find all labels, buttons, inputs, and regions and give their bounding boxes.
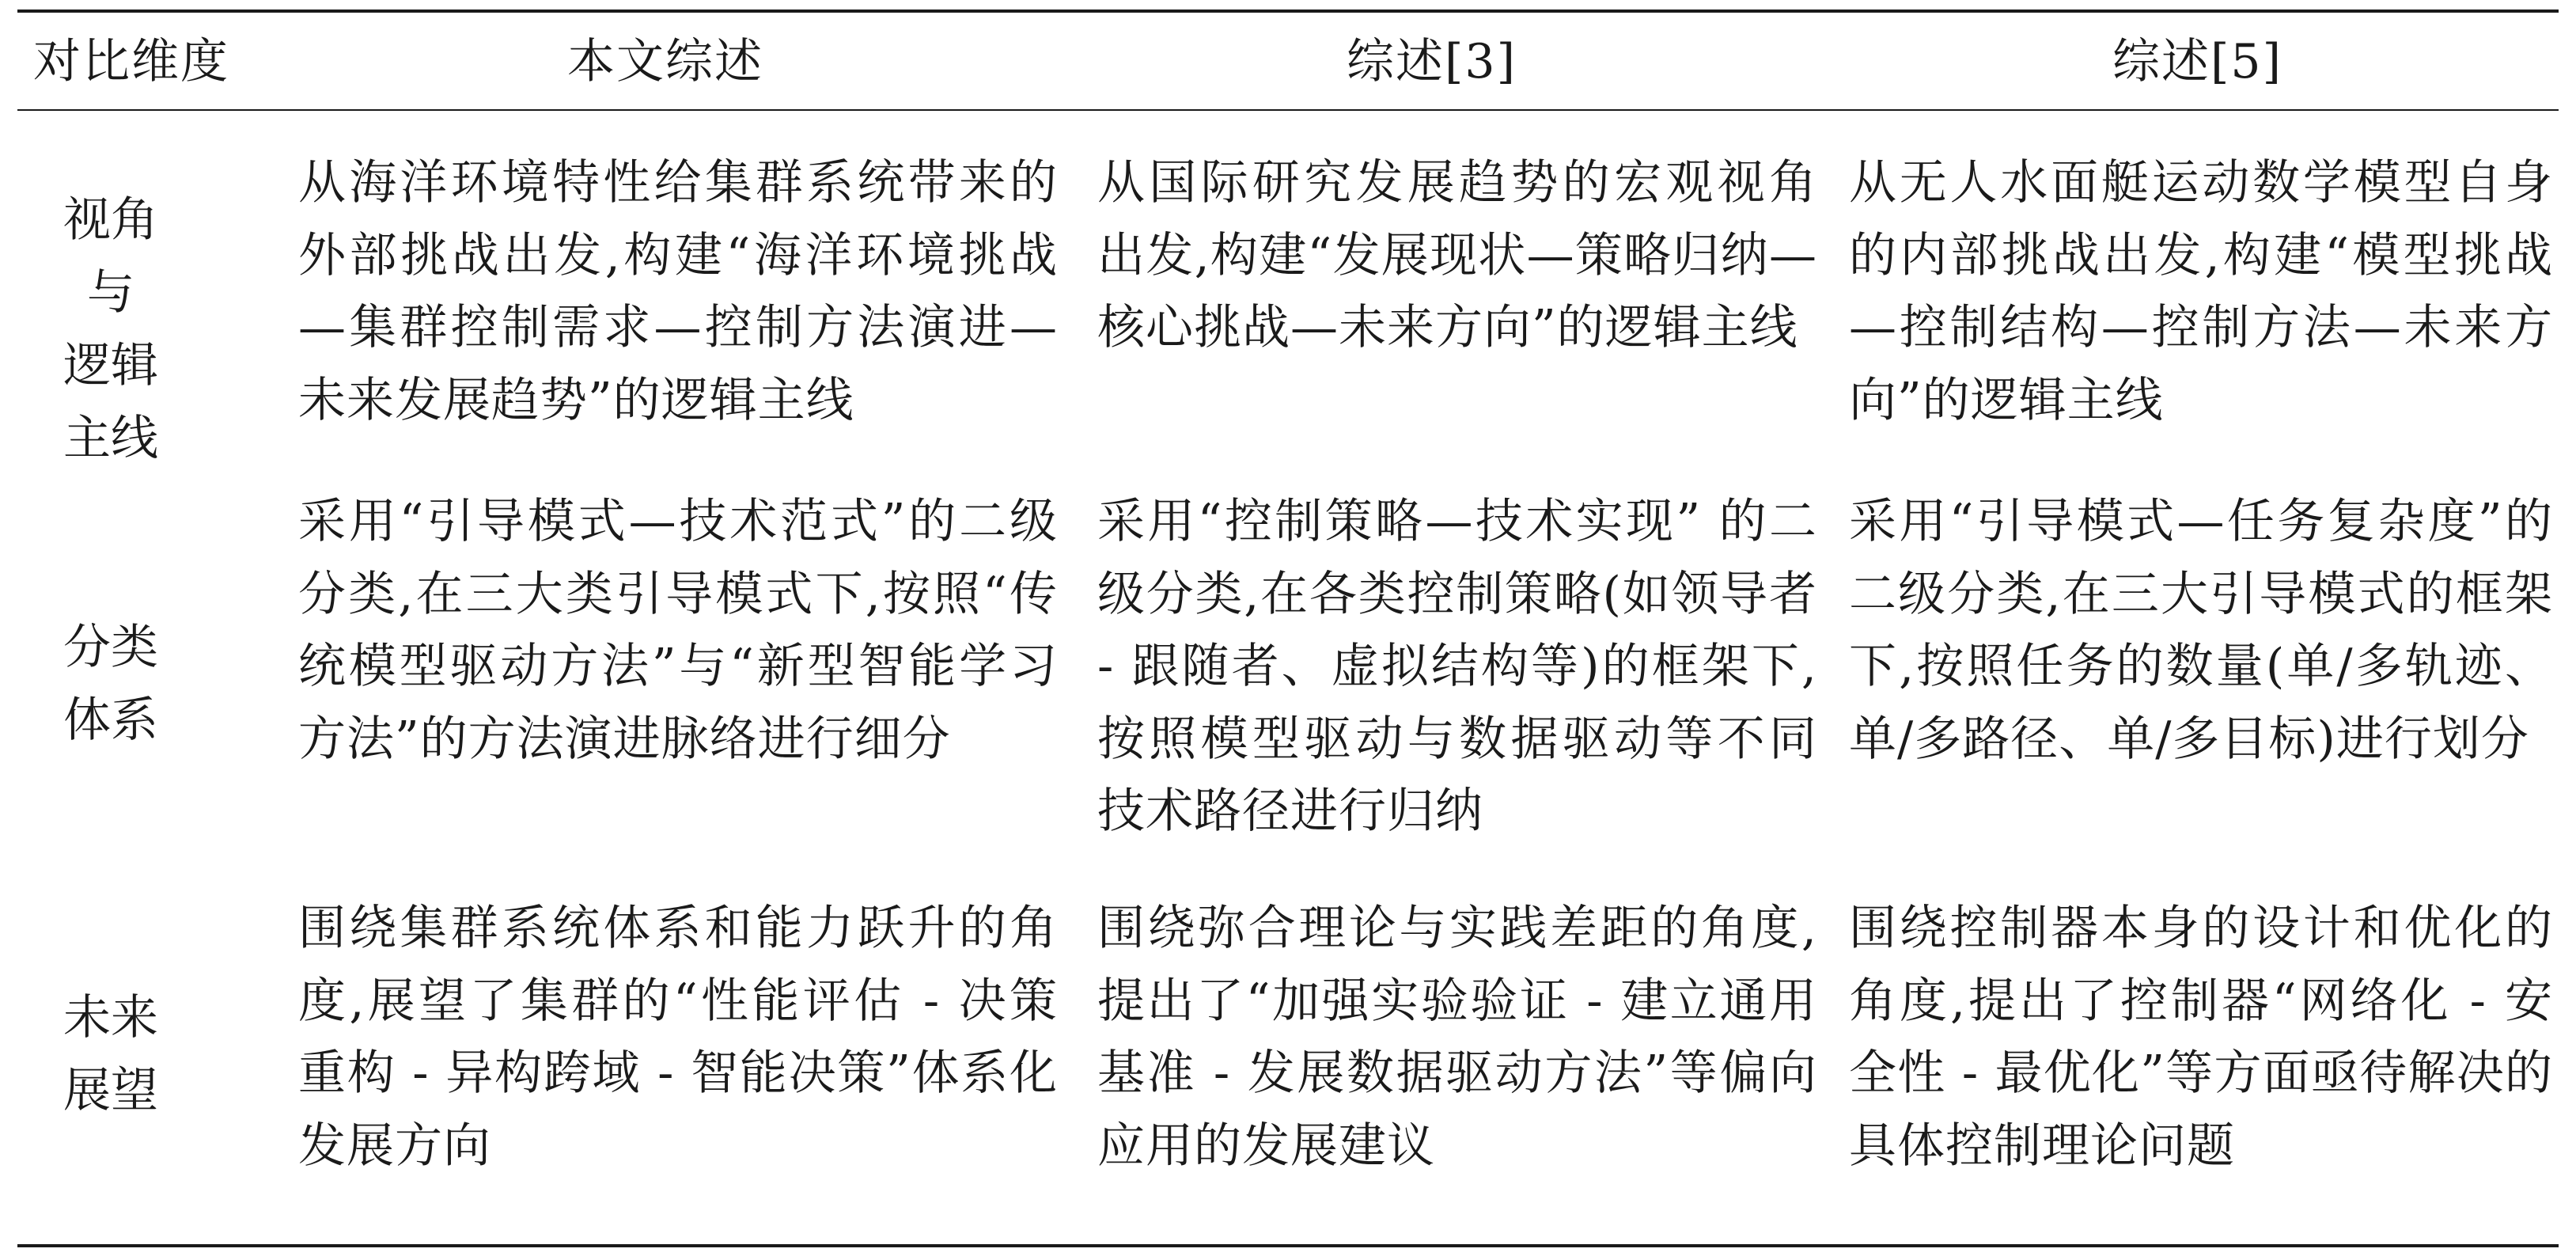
cell-this-review: 从海洋环境特性给集群系统带来的外部挑战出发,构建“海洋环境挑战—集群控制需求—控制方法演进—未来发展趋势”的逻辑主线 [298, 155, 1058, 428]
header-review-3: 综述[3] [1347, 34, 1517, 89]
cell-this-review: 采用“引导模式—技术范式”的二级分类,在三大类引导模式下,按照“传统模型驱动方法”与“新型智能学习方法”的方法演进脉络进行细分 [298, 494, 1058, 767]
cell-review-3: 围绕弥合理论与实践差距的角度,提出了“加强实验验证 - 建立通用基准 - 发展数据驱动方法”等偏向应用的发展建议 [1097, 901, 1817, 1174]
row-dimension-label: 分类 体系 [63, 620, 158, 748]
cell-review-5: 围绕控制器本身的设计和优化的角度,提出了控制器“网络化 - 安全性 - 最优化”等方面亟待解决的具体控制理论问题 [1849, 901, 2553, 1174]
table-bottom-rule [17, 1244, 2559, 1247]
header-dimension: 对比维度 [33, 34, 229, 89]
table-header-rule [17, 109, 2559, 111]
cell-this-review: 围绕集群系统体系和能力跃升的角度,展望了集群的“性能评估 - 决策重构 - 异构跨域 - 智能决策”体系化发展方向 [298, 901, 1058, 1174]
cell-review-3: 采用“控制策略—技术实现” 的二级分类,在各类控制策略(如领导者 - 跟随者、虚拟结构等)的框架下,按照模型驱动与数据驱动等不同技术路径进行归纳 [1097, 494, 1817, 839]
cell-review-5: 从无人水面艇运动数学模型自身的内部挑战出发,构建“模型挑战—控制结构—控制方法—未来方向”的逻辑主线 [1849, 155, 2553, 428]
header-review-5: 综述[5] [2112, 34, 2282, 89]
table-top-rule [17, 9, 2559, 13]
cell-review-5: 采用“引导模式—任务复杂度”的二级分类,在三大引导模式的框架下,按照任务的数量(单/多轨迹、单/多路径、单/多目标)进行划分 [1849, 494, 2553, 767]
comparison-table [17, 0, 2559, 1260]
cell-review-3: 从国际研究发展趋势的宏观视角出发,构建“发展现状—策略归纳—核心挑战—未来方向”的逻辑主线 [1097, 155, 1817, 355]
row-dimension-label: 未来 展望 [63, 990, 158, 1118]
header-this-review: 本文综述 [567, 34, 763, 89]
row-dimension-label: 视角与 逻辑 主线 [63, 192, 158, 466]
